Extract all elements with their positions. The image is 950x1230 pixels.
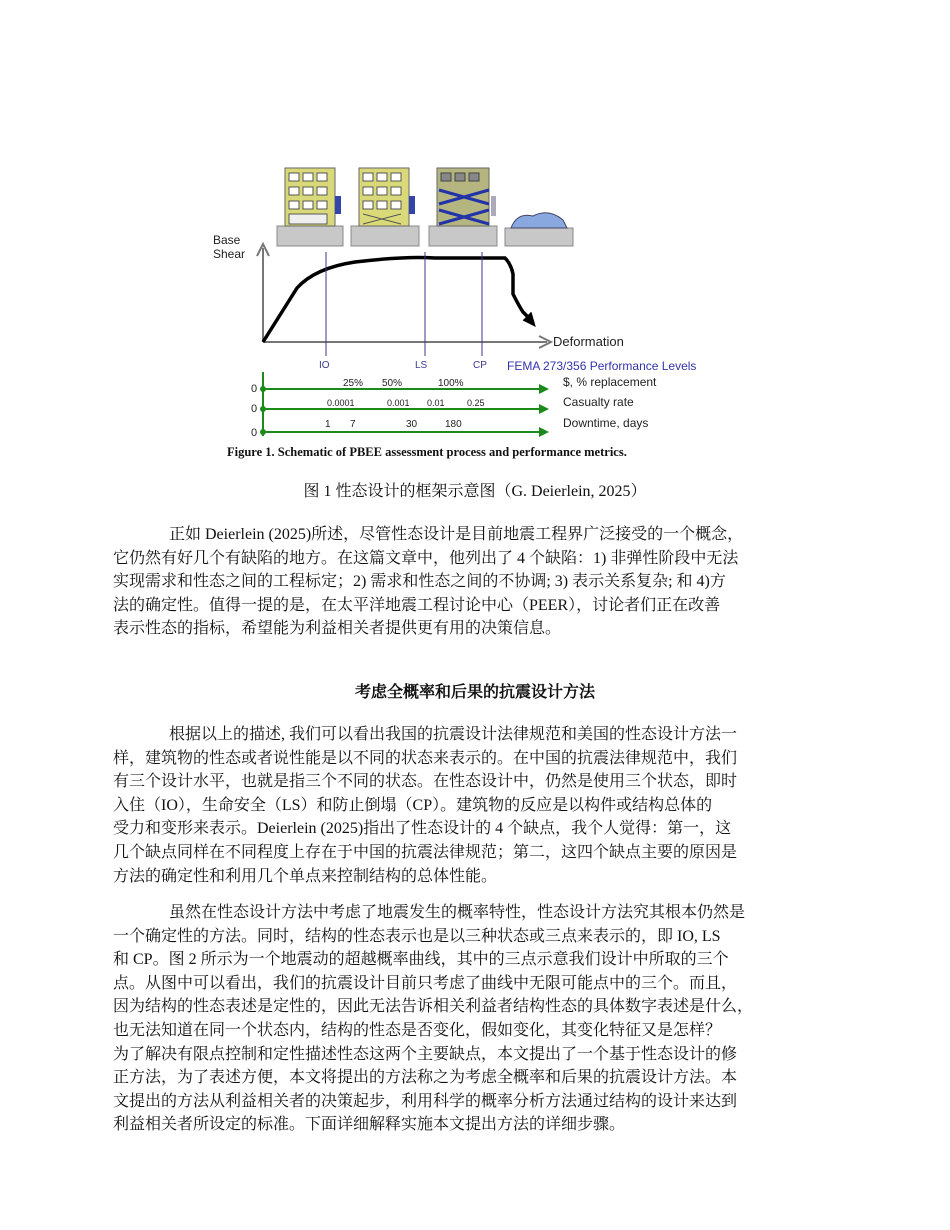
paragraph-proposed-method [113, 901, 843, 1137]
figure-caption-cn: 图 1 性态设计的框架示意图（G. Deierlein, 2025） [303, 483, 647, 500]
building-collapse-icon [505, 213, 573, 246]
paragraph-line: 几个缺点同样在不同程度上存在于中国的抗震法律规范；第二，这四个缺点主要的原因是 [113, 843, 738, 861]
tick-30-days: 30 [406, 419, 418, 430]
paragraph-line: 样，建筑物的性态或者说性能是以不同的状态来表示的。在中国的抗震法律规范中，我们 [113, 749, 738, 767]
paragraph-line: 方法的确定性和利用几个单点来控制结构的总体性能。 [113, 867, 498, 885]
paragraph-line: 正如 Deierlein (2025)所述，尽管性态设计是目前地震工程界广泛接受的一个概念， [169, 526, 744, 543]
tick-100pct: 100% [438, 378, 464, 389]
io-label: IO [319, 360, 330, 371]
building-intact-icon [277, 168, 343, 246]
metric-arrow-casualty-icon [539, 404, 549, 414]
tick-7-days: 7 [350, 419, 356, 430]
paragraph-line: 表示性态的指标，希望能为利益相关者提供更有用的决策信息。 [113, 620, 562, 638]
metric-label-downtime: Downtime, days [563, 416, 649, 430]
tick-50pct: 50% [382, 378, 403, 389]
section-heading: 考虑全概率和后果的抗震设计方法 [354, 684, 595, 701]
paragraph-line: 它仍然有好几个有缺陷的地方。在这篇文章中，他列出了 4 个缺陷：1) 非弹性阶段中无法 [113, 549, 739, 567]
paragraph-line: 一个确定性的方法。同时，结构的性态表示也是以三种状态或三点来表示的，即 IO, LS [113, 927, 721, 945]
metric-zero-replacement: 0 [251, 383, 258, 395]
tick-1-day: 1 [325, 419, 331, 430]
fema-label: FEMA 273/356 Performance Levels [507, 359, 697, 373]
paragraph-line: 法的确定性。值得一提的是，在太平洋地震工程讨论中心（PEER），讨论者们正在改善 [113, 596, 721, 614]
tick-180-days: 180 [445, 419, 462, 430]
building-heavy-damage-icon [429, 168, 497, 246]
paragraph-line: 因为结构的性态表述是定性的，因此无法告诉相关利益者结构性态的具体数字表述是什么， [113, 998, 754, 1016]
metric-label-replacement: $, % replacement [563, 375, 657, 389]
paragraph-line: 根据以上的描述, 我们可以看出我国的抗震设计法律规范和美国的性态设计方法一 [169, 726, 738, 743]
metric-arrow-downtime-icon [539, 427, 549, 437]
tick-25pct: 25% [343, 378, 364, 389]
paragraph-line: 文提出的方法从利益相关者的决策起步，利用科学的概率分析方法通过结构的设计来达到 [113, 1092, 738, 1110]
paragraph-line: 实现需求和性态之间的工程标定；2) 需求和性态之间的不协调; 3) 表示关系复杂; 和 4)方 [113, 573, 726, 591]
x-axis-label: Deformation [553, 334, 624, 349]
figure-caption-en: Figure 1. Schematic of PBEE assessment process and performance metrics. [227, 445, 627, 459]
pbee-schematic [205, 160, 745, 470]
building-minor-damage-icon [351, 168, 419, 246]
pushover-curve [263, 258, 533, 343]
y-axis-label-line1: Base [213, 233, 241, 247]
paragraph-code-comparison [113, 723, 843, 888]
paragraph-line: 有三个设计水平，也就是指三个不同的状态。在性态设计中，仍然是使用三个状态，即时 [113, 773, 738, 791]
paragraph-line: 虽然在性态设计方法中考虑了地震发生的概率特性，性态设计方法究其根本仍然是 [169, 904, 746, 921]
paragraph-line: 受力和变形来表示。Deierlein (2025)指出了性态设计的 4 个缺点，我个人觉得：第一，这 [113, 820, 732, 838]
ls-label: LS [415, 360, 428, 371]
tick-0-0001: 0.0001 [327, 398, 355, 408]
paragraph-line: 正方法，为了表述方便，本文将提出的方法称之为考虑全概率和后果的抗震设计方法。本 [113, 1069, 738, 1087]
paragraph-line: 入住（IO），生命安全（LS）和防止倒塌（CP）。建筑物的反应是以构件或结构总体的 [113, 796, 713, 814]
tick-0-001: 0.001 [387, 398, 410, 408]
paragraph-line: 点。从图中可以看出，我们的抗震设计目前只考虑了曲线中无限可能点中的三个。而且， [113, 974, 738, 992]
paragraph-line: 也无法知道在同一个状态内，结构的性态是否变化，假如变化，其变化特征又是怎样？ [113, 1021, 722, 1039]
paragraph-deierlein-critique [113, 523, 843, 641]
paragraph-line: 利益相关者所设定的标准。下面详细解释实施本文提出方法的详细步骤。 [113, 1116, 626, 1134]
tick-0-25: 0.25 [467, 398, 485, 408]
paragraph-line: 为了解决有限点控制和定性描述性态这两个主要缺点，本文提出了一个基于性态设计的修 [113, 1045, 738, 1063]
paragraph-line: 和 CP。图 2 所示为一个地震动的超越概率曲线，其中的三点示意我们设计中所取的三个 [113, 951, 729, 969]
tick-0-01: 0.01 [427, 398, 445, 408]
metric-label-casualty: Casualty rate [563, 395, 634, 409]
metric-zero-downtime: 0 [251, 427, 258, 439]
y-axis-label-line2: Shear [213, 247, 246, 261]
metric-zero-casualty: 0 [251, 403, 258, 415]
pbee-figure [205, 160, 745, 470]
cp-label: CP [473, 360, 487, 371]
metric-arrow-replacement-icon [539, 384, 549, 394]
